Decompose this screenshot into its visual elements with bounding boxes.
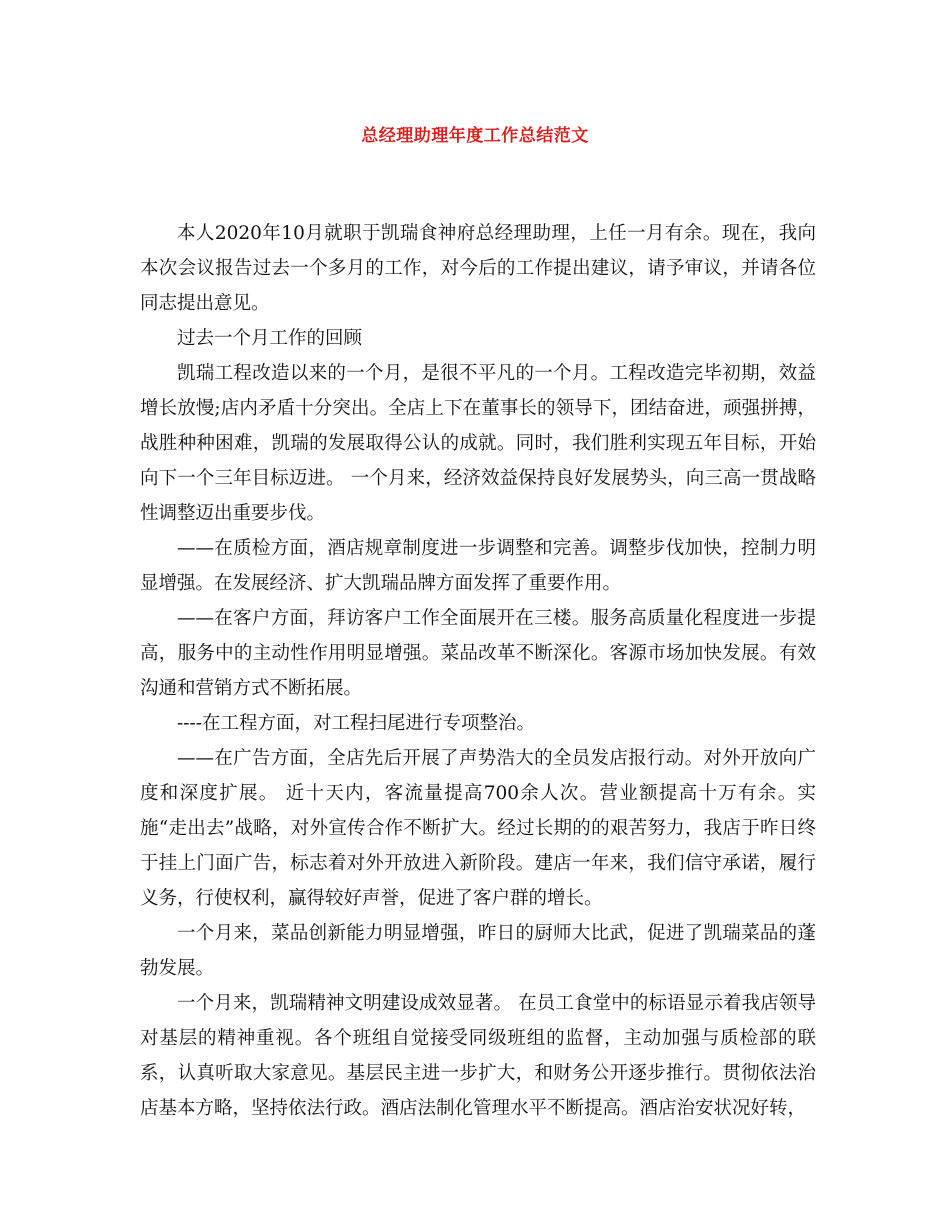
paragraph: ——在客户方面，拜访客户工作全面展开在三楼。服务高质量化程度进一步提高，服务中的主动性作用明显增强。菜品改革不断深化。客源市场加快发展。有效沟通和营销方式不断拓展。 — [140, 608, 816, 699]
document-body — [140, 216, 816, 1126]
paragraph: 凯瑞工程改造以来的一个月，是很不平凡的一个月。工程改造完毕初期，效益增长放慢;店内矛盾十分突出。全店上下在董事长的领导下，团结奋进，顽强拼搏，战胜种种困难，凯瑞的发展取得公认的成就。同时，我们胜利实现五年目标，开始向下一个三年目标迈进。 一个月来，经济效益保持良好发展势头，向三高一贯战略性调整迈出重要步伐。 — [140, 363, 816, 524]
paragraph: 一个月来，凯瑞精神文明建设成效显著。 在员工食堂中的标语显示着我店领导对基层的精神重视。各个班组自觉接受同级班组的监督，主动加强与质检部的联系，认真听取大家意见。基层民主进一步扩大，和财务公开逐步推行。贯彻依法治店基本方略，坚持依法行政。酒店法制化管理水平不断提高。酒店治安状况好转， — [140, 993, 816, 1119]
paragraph: ----在工程方面，对工程扫尾进行专项整治。 — [177, 713, 536, 734]
paragraph: ——在广告方面，全店先后开展了声势浩大的全员发店报行动。对外开放向广度和深度扩展。 近十天内，客流量提高700余人次。营业额提高十万有余。实施“走出去”战略，对外宣传合作不断扩大。经过长期的的艰苦努力，我店于昨日终于挂上门面广告，标志着对外开放进入新阶段。建店一年来，我们信守承诺，履行义务，行使权利，赢得较好声誉，促进了客户群的增长。 — [140, 748, 816, 909]
paragraph: 一个月来，菜品创新能力明显增强，昨日的厨师大比武，促进了凯瑞菜品的蓬勃发展。 — [140, 923, 816, 979]
paragraph: ——在质检方面，酒店规章制度进一步调整和完善。调整步伐加快，控制力明显增强。在发展经济、扩大凯瑞品牌方面发挥了重要作用。 — [140, 538, 816, 594]
section-heading: 过去一个月工作的回顾 — [177, 328, 363, 349]
document-title: 总经理助理年度工作总结范文 — [361, 126, 589, 146]
paragraph: 本人2020年10月就职于凯瑞食神府总经理助理，上任一月有余。现在，我向本次会议报告过去一个多月的工作，对今后的工作提出建议，请予审议，并请各位同志提出意见。 — [140, 223, 816, 314]
